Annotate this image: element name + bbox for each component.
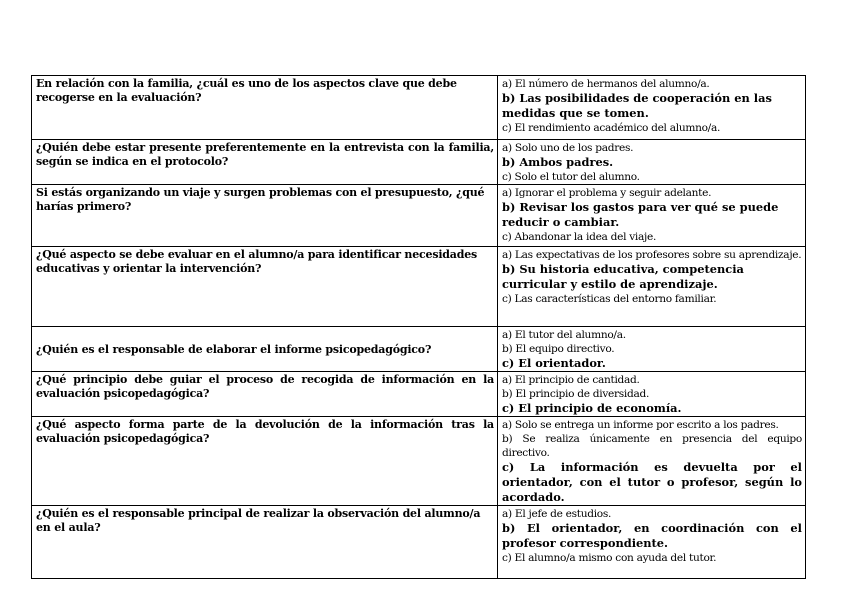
answers-cell — [498, 140, 806, 185]
question-cell: En relación con la familia, ¿cuál es uno de los aspectos clave que debe recogerse en la evaluación? — [32, 76, 498, 140]
option-a: a) Solo se entrega un informe por escrito a los padres. — [502, 419, 779, 431]
option-a: a) Solo uno de los padres. — [502, 142, 634, 154]
question-cell: ¿Quién es el responsable principal de realizar la observación del alumno/a en el aula? — [32, 506, 498, 579]
table-row — [32, 76, 806, 140]
option-a: a) El jefe de estudios. — [502, 508, 612, 520]
option-a: a) El número de hermanos del alumno/a. — [502, 78, 710, 90]
option-c: c) Abandonar la idea del viaje. — [502, 231, 657, 243]
option-c: c) Las características del entorno familiar. — [502, 293, 717, 305]
option-b: b) El equipo directivo. — [502, 343, 615, 355]
question-cell: ¿Quién es el responsable de elaborar el informe psicopedagógico? — [32, 327, 498, 372]
option-c: c) El principio de economía. — [502, 401, 682, 415]
answers-cell — [498, 327, 806, 372]
question-cell: ¿Qué aspecto forma parte de la devolución de la información tras la evaluación psicopedagógica? — [32, 417, 498, 506]
option-c: c) El alumno/a mismo con ayuda del tutor. — [502, 552, 717, 564]
option-b: b) El orientador, en coordinación con el profesor correspondiente. — [502, 521, 802, 550]
option-b: b) Revisar los gastos para ver qué se puede reducir o cambiar. — [502, 200, 779, 229]
option-b: b) Su historia educativa, competencia curricular y estilo de aprendizaje. — [502, 262, 744, 291]
option-b: b) Se realiza únicamente en presencia del equipo directivo. — [502, 433, 802, 459]
table-row — [32, 506, 806, 579]
answers-cell — [498, 506, 806, 579]
table-row — [32, 140, 806, 185]
option-c: c) El rendimiento académico del alumno/a. — [502, 122, 721, 134]
option-a: a) El principio de cantidad. — [502, 374, 640, 386]
option-c: c) Solo el tutor del alumno. — [502, 171, 640, 183]
option-a: a) Ignorar el problema y seguir adelante. — [502, 187, 712, 199]
question-cell: ¿Quién debe estar presente preferentemente en la entrevista con la familia, según se indica en el protocolo? — [32, 140, 498, 185]
option-a: a) El tutor del alumno/a. — [502, 329, 626, 341]
answers-cell — [498, 372, 806, 417]
question-cell: ¿Qué principio debe guiar el proceso de recogida de información en la evaluación psicopedagógica? — [32, 372, 498, 417]
option-b: b) Las posibilidades de cooperación en las medidas que se tomen. — [502, 91, 772, 120]
question-cell: Si estás organizando un viaje y surgen problemas con el presupuesto, ¿qué harías primero? — [32, 185, 498, 247]
answers-cell — [498, 76, 806, 140]
option-b: b) Ambos padres. — [502, 155, 614, 169]
answers-cell — [498, 417, 806, 506]
table-row — [32, 185, 806, 247]
option-a: a) Las expectativas de los profesores sobre su aprendizaje. — [502, 249, 802, 261]
table-row — [32, 372, 806, 417]
option-c: c) La información es devuelta por el orientador, con el tutor o profesor, según lo acordado. — [502, 460, 802, 504]
answers-cell — [498, 247, 806, 327]
question-cell: ¿Qué aspecto se debe evaluar en el alumno/a para identificar necesidades educativas y orientar la intervención? — [32, 247, 498, 327]
table-row — [32, 247, 806, 327]
table-row — [32, 327, 806, 372]
option-b: b) El principio de diversidad. — [502, 388, 650, 400]
questions-table — [31, 75, 806, 579]
option-c: c) El orientador. — [502, 356, 606, 370]
answers-cell — [498, 185, 806, 247]
table-row — [32, 417, 806, 506]
